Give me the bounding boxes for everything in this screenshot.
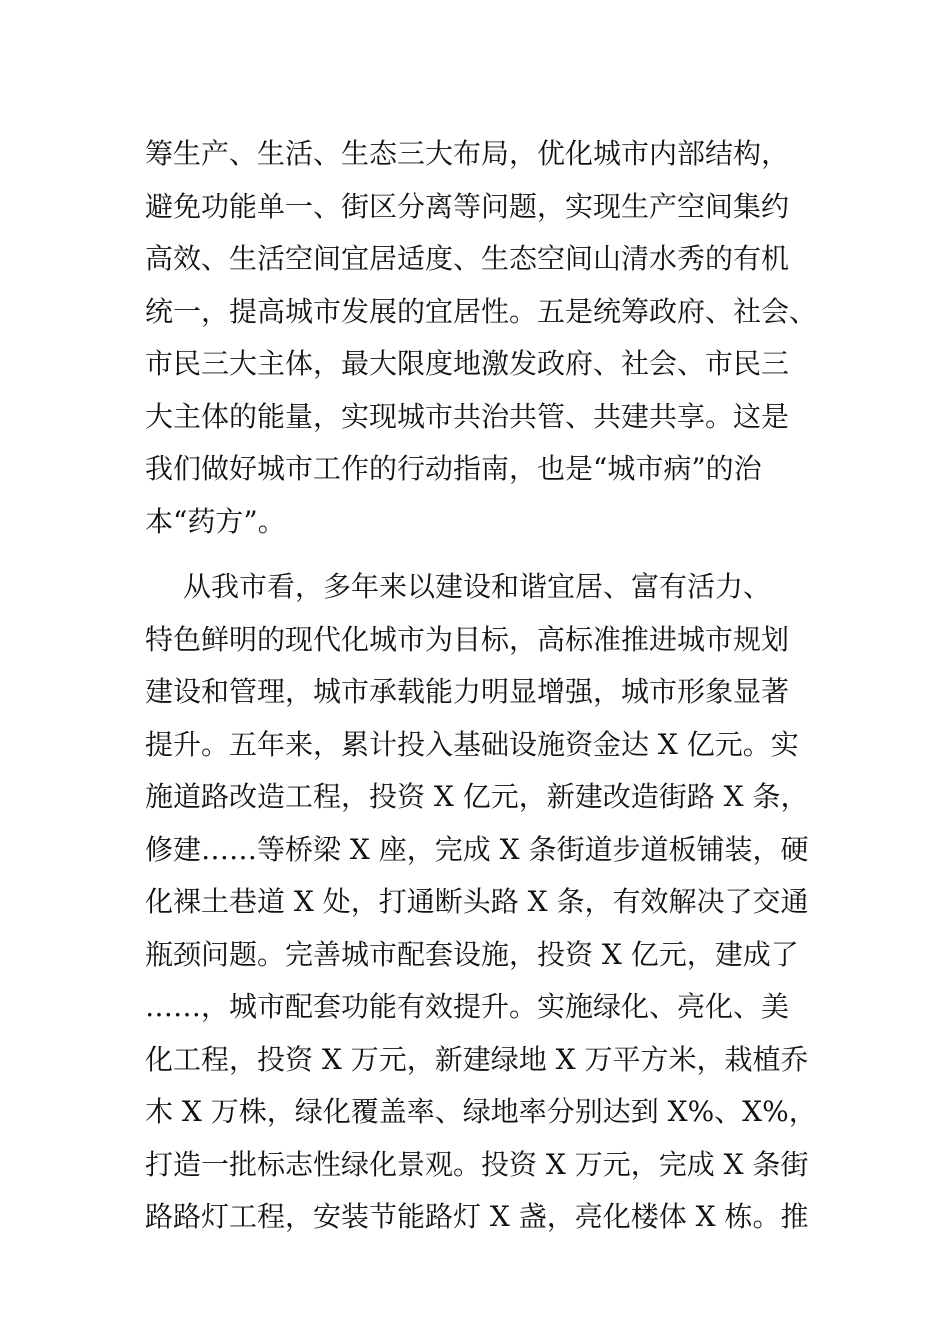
text-line: 市民三大主体，最大限度地激发政府、社会、市民三: [145, 347, 790, 380]
text-line: 筹生产、生活、生态三大布局，优化城市内部结构，: [145, 137, 790, 170]
text-line: 建设和管理，城市承载能力明显增强，城市形象显著: [145, 675, 790, 708]
text-line: 打造一批标志性绿化景观。投资 X 万元，完成 X 条街: [145, 1147, 809, 1181]
text-line: 木 X 万株，绿化覆盖率、绿地率分别达到 X%、X%，: [145, 1095, 817, 1128]
text-line: 化工程，投资 X 万元，新建绿地 X 万平方米，栽植乔: [145, 1042, 809, 1076]
paragraph-1: [145, 128, 825, 548]
paragraph-2: [145, 561, 825, 1244]
text-line: 避免功能单一、街区分离等问题，实现生产空间集约: [145, 189, 790, 223]
paragraph-gap: [145, 548, 825, 561]
text-line: 特色鲜明的现代化城市为目标，高标准推进城市规划: [145, 622, 790, 656]
text-line: 高效、生活空间宜居适度、生态空间山清水秀的有机: [145, 242, 790, 275]
text-line: 路路灯工程，安装节能路灯 X 盏，亮化楼体 X 栋。推: [145, 1200, 809, 1233]
text-line: 修建……等桥梁 X 座，完成 X 条街道步道板铺装，硬: [145, 832, 809, 866]
text-line: 本“药方”。: [145, 504, 286, 538]
text-line: 化裸土巷道 X 处，打通断头路 X 条，有效解决了交通: [145, 885, 809, 918]
text-line: 提升。五年来，累计投入基础设施资金达 X 亿元。实: [145, 727, 799, 761]
text-line: 统一，提高城市发展的宜居性。五是统筹政府、社会、: [145, 294, 818, 328]
text-line: 大主体的能量，实现城市共治共管、共建共享。这是: [145, 399, 790, 433]
text-line: ……，城市配套功能有效提升。实施绿化、亮化、美: [145, 990, 790, 1023]
text-line: 从我市看，多年来以建设和谐宜居、富有活力、: [183, 570, 772, 603]
body-text: [145, 128, 825, 1244]
text-line: 瓶颈问题。完善城市配套设施，投资 X 亿元，建成了: [145, 937, 799, 971]
text-line: 我们做好城市工作的行动指南，也是“城市病”的治: [145, 452, 762, 485]
text-line: 施道路改造工程，投资 X 亿元，新建改造街路 X 条，: [145, 780, 809, 813]
